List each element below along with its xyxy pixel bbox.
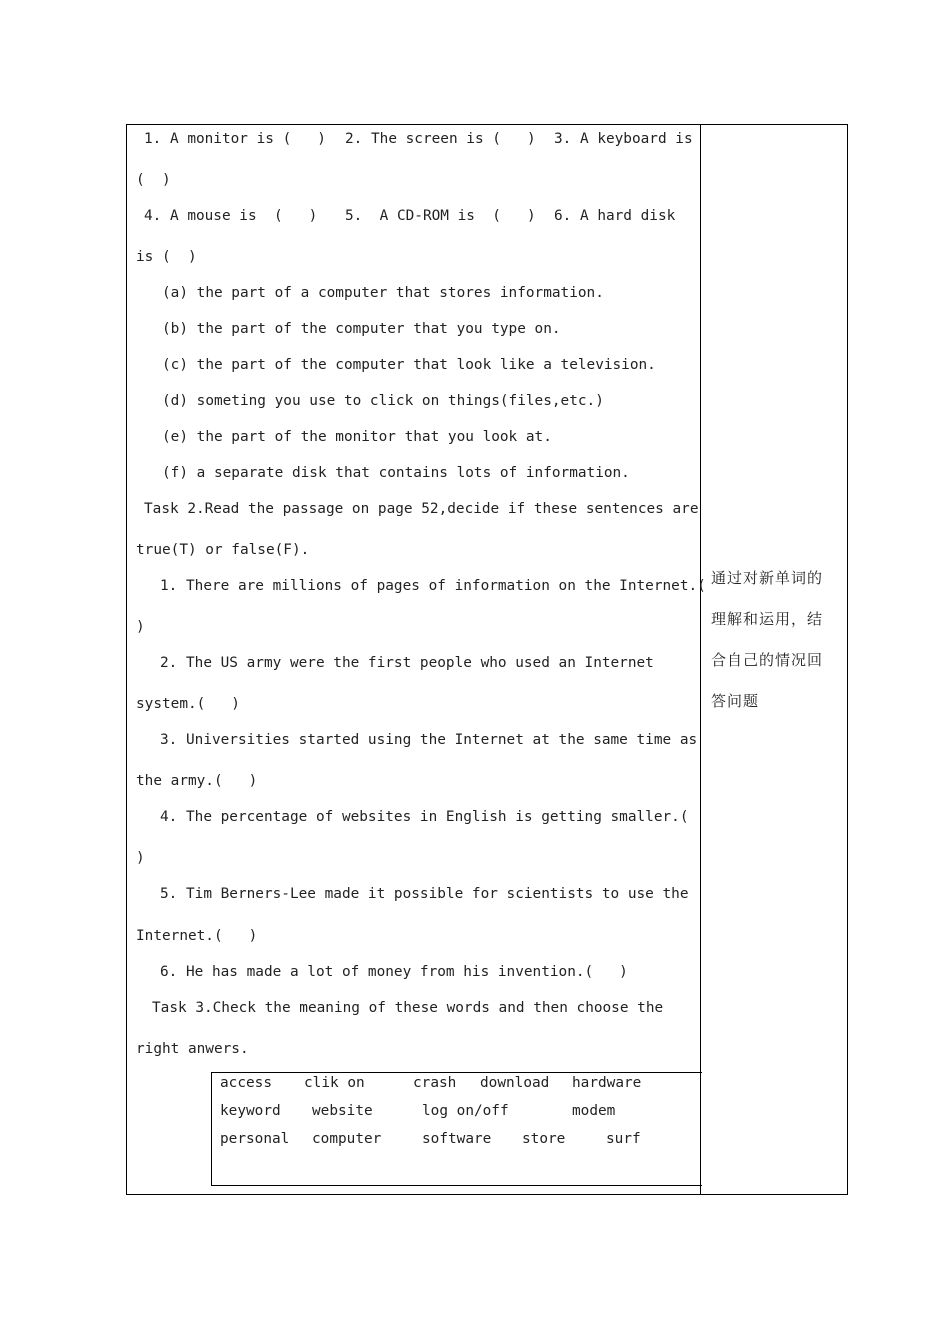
- side-note-line-4: 答问题: [711, 692, 760, 710]
- word-crash: crash: [413, 1075, 457, 1091]
- word-computer: computer: [312, 1131, 382, 1147]
- side-note: [711, 558, 845, 722]
- tf-item-4: 4. The percentage of websites in English is getting smaller.(: [160, 809, 689, 825]
- word-website: website: [312, 1103, 373, 1119]
- tf-item-2-cont: system.( ): [136, 696, 240, 712]
- word-access: access: [220, 1075, 272, 1091]
- matching-q1: 1. A monitor is ( ): [144, 131, 326, 147]
- option-b: (b) the part of the computer that you type on.: [162, 321, 561, 337]
- task2-instruction: Task 2.Read the passage on page 52,decide if these sentences are: [144, 501, 699, 517]
- tf-item-2: 2. The US army were the first people who used an Internet: [160, 655, 654, 671]
- matching-q5: 5. A CD-ROM is ( ): [345, 208, 536, 224]
- word-surf: surf: [606, 1131, 641, 1147]
- word-download: download: [480, 1075, 550, 1091]
- word-personal: personal: [220, 1131, 290, 1147]
- task3-instruction: Task 3.Check the meaning of these words and then choose the: [152, 1000, 664, 1016]
- tf-item-4-cont: ): [136, 850, 145, 866]
- side-note-line-2: 理解和运用，结: [711, 610, 824, 628]
- word-modem: modem: [572, 1103, 616, 1119]
- side-note-line-3: 合自己的情况回: [711, 651, 824, 669]
- matching-q3-cont: ( ): [136, 172, 171, 188]
- option-d: (d) someting you use to click on things(files,etc.): [162, 393, 604, 409]
- word-store: store: [522, 1131, 566, 1147]
- tf-item-1-cont: ): [136, 619, 145, 635]
- word-clik-on: clik on: [304, 1075, 365, 1091]
- tf-item-5: 5. Tim Berners-Lee made it possible for scientists to use the: [160, 886, 689, 902]
- matching-q3: 3. A keyboard is: [554, 131, 693, 147]
- word-keyword: keyword: [220, 1103, 281, 1119]
- word-log-on-off: log on/off: [422, 1103, 509, 1119]
- column-divider: [700, 124, 701, 1195]
- word-software: software: [422, 1131, 492, 1147]
- matching-q6: 6. A hard disk: [554, 208, 676, 224]
- task3-instruction-cont: right anwers.: [136, 1041, 249, 1057]
- tf-item-5-cont: Internet.( ): [136, 928, 258, 944]
- word-hardware: hardware: [572, 1075, 642, 1091]
- option-e: (e) the part of the monitor that you look at.: [162, 429, 552, 445]
- option-f: (f) a separate disk that contains lots of information.: [162, 465, 630, 481]
- matching-q2: 2. The screen is ( ): [345, 131, 536, 147]
- option-a: (a) the part of a computer that stores information.: [162, 285, 604, 301]
- tf-item-1: 1. There are millions of pages of information on the Internet.(: [160, 578, 706, 594]
- tf-item-3-cont: the army.( ): [136, 773, 258, 789]
- side-note-line-1: 通过对新单词的: [711, 569, 824, 587]
- matching-q4: 4. A mouse is ( ): [144, 208, 318, 224]
- task2-instruction-cont: true(T) or false(F).: [136, 542, 310, 558]
- tf-item-6: 6. He has made a lot of money from his invention.( ): [160, 964, 628, 980]
- tf-item-3: 3. Universities started using the Internet at the same time as: [160, 732, 698, 748]
- matching-q6-cont: is ( ): [136, 249, 197, 265]
- option-c: (c) the part of the computer that look like a television.: [162, 357, 656, 373]
